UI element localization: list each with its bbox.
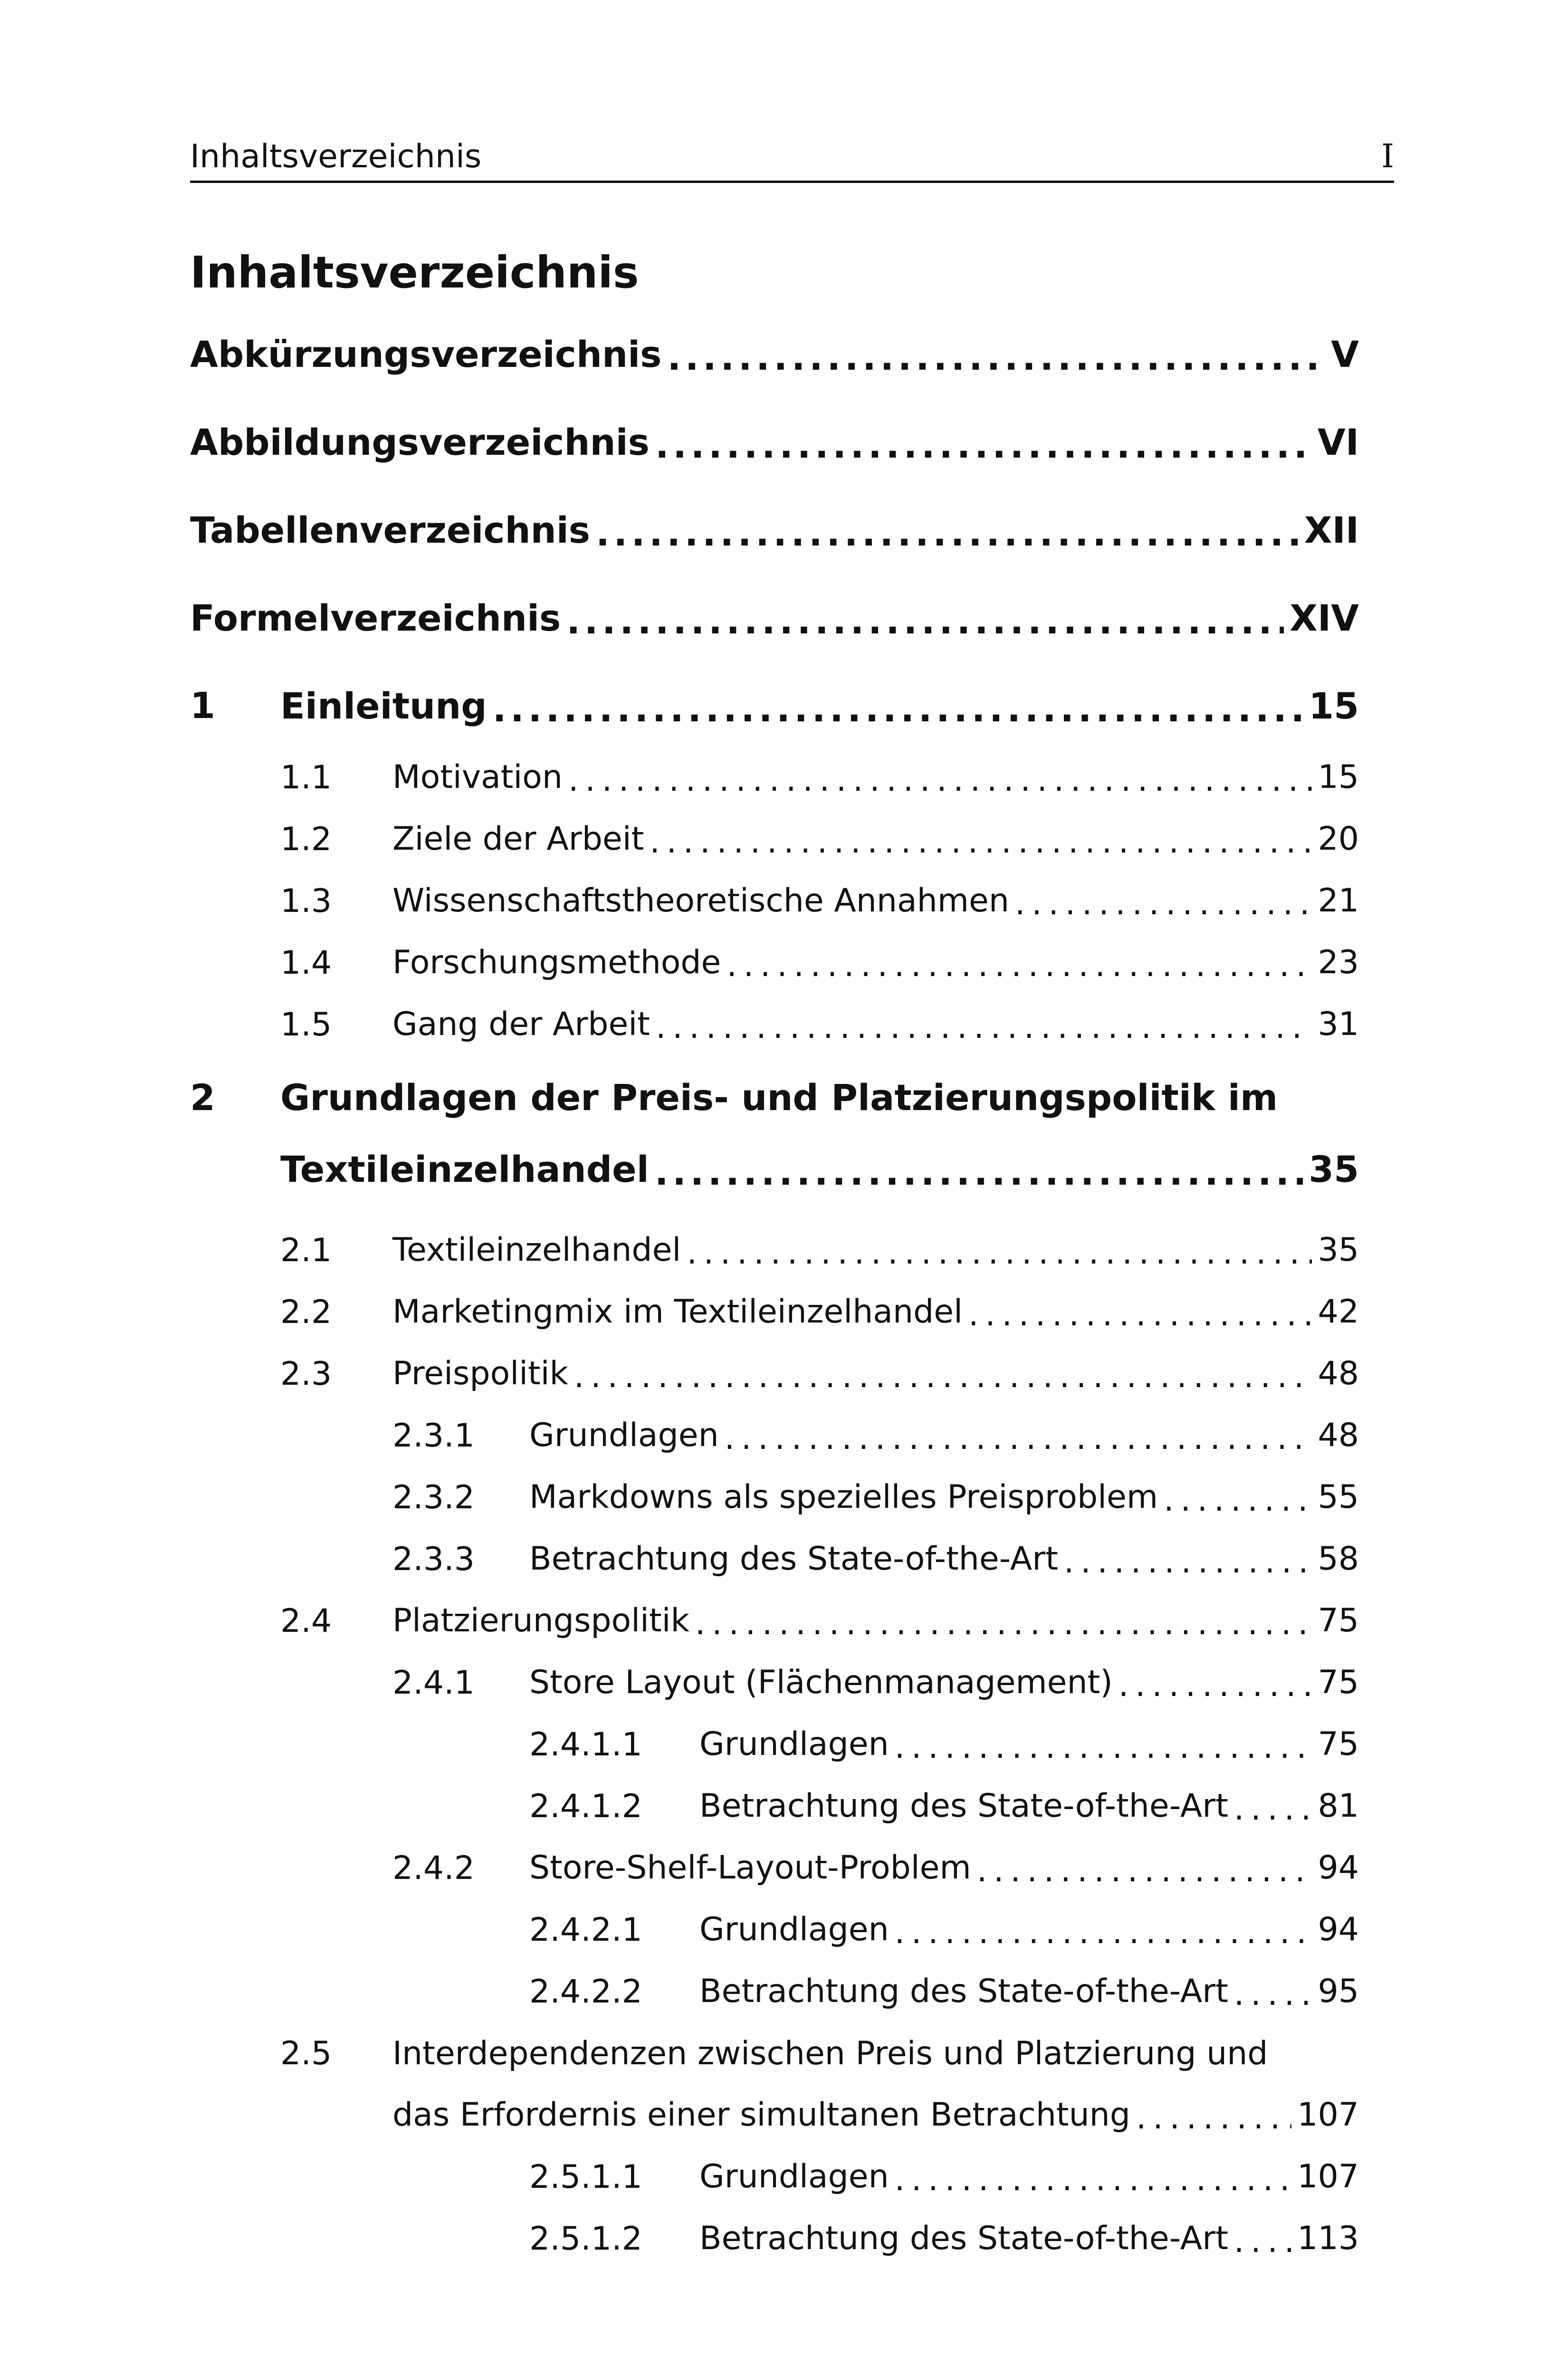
dot-leader [566,600,1284,642]
toc-entry-label: Abkürzungsverzeichnis [190,333,662,375]
toc-subsection[interactable] [529,1533,1359,1585]
section-number: 2.3 [280,1355,332,1393]
subsection-number: 2.3.1 [392,1417,475,1455]
toc-entry-page: 58 [1318,1540,1359,1578]
toc-chapter-einleitung[interactable] [280,680,1359,732]
toc-entry-page: 75 [1318,1601,1359,1639]
dot-leader [493,688,1303,730]
dot-leader [596,512,1299,554]
toc-entry-page: 75 [1318,1725,1359,1763]
toc-entry-label: Ziele der Arbeit [392,820,644,858]
toc-entry-label: Grundlagen [529,1416,719,1454]
toc-section[interactable] [392,998,1359,1050]
subsubsection-number: 2.4.2.1 [529,1911,642,1949]
toc-section[interactable] [392,813,1359,865]
toc-entry-page: 95 [1318,1972,1359,2010]
toc-entry-label: Textileinzelhandel [392,1231,681,1269]
subsection-number: 2.3.2 [392,1479,475,1516]
subsection-number: 2.3.3 [392,1541,475,1578]
toc-entry-label: Betrachtung des State-of-the-Art [529,1540,1058,1578]
toc-subsubsection[interactable] [699,1780,1359,1832]
toc-entry-label: Grundlagen [699,1910,889,1948]
toc-entry-page: 23 [1318,943,1359,981]
dot-leader [1234,1790,1312,1828]
toc-entry-label: Preispolitik [392,1354,568,1392]
toc-entry-page: 20 [1318,820,1359,858]
dot-leader [687,1234,1312,1272]
toc-entry-label: Wissenschaftstheoretische Annahmen [392,881,1009,920]
toc-entry-page: 15 [1318,758,1359,796]
toc-entry-label: Betrachtung des State-of-the-Art [699,2219,1228,2257]
section-number: 2.2 [280,1293,332,1331]
toc-entry-label: Textileinzelhandel [280,1148,649,1190]
toc-entry-abkuerzungsverzeichnis[interactable] [190,328,1359,380]
dot-leader [1119,1667,1312,1704]
toc-section[interactable] [392,2089,1359,2141]
toc-subsubsection[interactable] [699,2150,1359,2203]
toc-entry-page: 113 [1297,2219,1359,2257]
subsubsection-number: 2.5.1.2 [529,2220,642,2258]
subsubsection-number: 2.5.1.1 [529,2158,642,2196]
toc-subsection[interactable] [529,1471,1359,1523]
toc-section[interactable] [392,1594,1359,1647]
toc-entry-abbildungsverzeichnis[interactable] [190,416,1359,468]
toc-subsubsection[interactable] [699,2212,1359,2264]
toc-entry-label: Grundlagen [699,2157,889,2195]
toc-chapter-label-line1[interactable]: Grundlagen der Preis- und Platzierungspolitik im [280,1076,1278,1119]
subsection-number: 2.4.1 [392,1664,475,1702]
toc-entry-page: 48 [1318,1354,1359,1392]
toc-entry-page: 107 [1297,2157,1359,2195]
toc-entry-label: Marketingmix im Textileinzelhandel [392,1293,963,1331]
toc-subsection[interactable] [529,1841,1359,1894]
toc-entry-label: Forschungsmethode [392,943,721,981]
running-header-title: Inhaltsverzeichnis [190,138,482,175]
toc-subsubsection[interactable] [699,1965,1359,2017]
toc-entry-page: V [1331,333,1359,375]
toc-entry-page: 31 [1318,1005,1359,1043]
toc-entry-page: VI [1317,421,1359,463]
toc-entry-label: Platzierungspolitik [392,1601,689,1639]
section-number: 2.4 [280,1602,332,1640]
toc-entry-page: 81 [1318,1787,1359,1825]
toc-section[interactable] [392,1285,1359,1338]
dot-leader [895,1728,1312,1766]
chapter-number: 2 [190,1076,215,1119]
toc-entry-label: Motivation [392,758,563,796]
dot-leader [655,424,1312,466]
section-number: 1.2 [280,821,332,858]
toc-entry-label: Tabellenverzeichnis [190,508,590,551]
subsubsection-number: 2.4.1.1 [529,1726,642,1763]
toc-section[interactable] [392,936,1359,988]
toc-entry-label: Store-Shelf-Layout-Problem [529,1849,971,1887]
subsubsection-number: 2.4.1.2 [529,1788,642,1825]
toc-entry-label: das Erfordernis einer simultanen Betrachtung [392,2096,1130,2134]
toc-subsection[interactable] [529,1409,1359,1461]
toc-entry-label: Einleitung [280,684,487,727]
toc-chapter-grundlagen[interactable] [280,1143,1359,1195]
toc-entry-page: 15 [1309,684,1359,727]
subsubsection-number: 2.4.2.2 [529,1973,642,2011]
toc-entry-label: Store Layout (Flächenmanagement) [529,1663,1113,1701]
running-header [190,138,1394,183]
dot-leader [667,336,1325,378]
toc-entry-page: 75 [1318,1663,1359,1701]
dot-leader [968,1296,1312,1333]
toc-entry-label: Gang der Arbeit [392,1005,650,1043]
toc-entry-tabellenverzeichnis[interactable] [190,504,1359,556]
toc-section[interactable] [392,874,1359,927]
dot-leader [1164,1481,1312,1519]
chapter-number: 1 [190,684,215,727]
section-number: 2.1 [280,1232,332,1269]
dot-leader [725,1419,1312,1457]
dot-leader [895,1914,1312,1951]
toc-entry-page: 55 [1318,1478,1359,1516]
toc-section[interactable] [392,1347,1359,1399]
toc-entry-page: 35 [1309,1148,1359,1190]
dot-leader [977,1852,1312,1889]
dot-leader [656,1008,1312,1046]
dot-leader [1136,2099,1291,2136]
toc-entry-page: 48 [1318,1416,1359,1454]
dot-leader [650,823,1312,861]
toc-entry-label: Formelverzeichnis [190,596,561,639]
dot-leader [695,1605,1312,1642]
toc-section[interactable] [392,1224,1359,1276]
section-number: 1.1 [280,759,332,796]
toc-entry-formelverzeichnis[interactable] [190,592,1359,644]
dot-leader [1234,2223,1291,2260]
dot-leader [568,761,1312,799]
toc-subsubsection[interactable] [699,1903,1359,1955]
dot-leader [895,2161,1292,2198]
toc-entry-page: 107 [1297,2096,1359,2134]
toc-subsection[interactable] [529,1656,1359,1708]
toc-entry-page: 35 [1318,1231,1359,1269]
section-number: 1.3 [280,882,332,920]
toc-subsubsection[interactable] [699,1718,1359,1770]
toc-entry-page: 94 [1318,1849,1359,1887]
toc-entry-page: 21 [1318,881,1359,920]
toc-entry-label: Betrachtung des State-of-the-Art [699,1972,1228,2010]
toc-entry-label: Markdowns als spezielles Preisproblem [529,1478,1158,1516]
toc-entry-page: XII [1304,508,1359,551]
dot-leader [574,1358,1312,1395]
toc-section[interactable] [392,751,1359,803]
subsection-number: 2.4.2 [392,1849,475,1887]
dot-leader [1234,1975,1312,2013]
toc-entry-label: Abbildungsverzeichnis [190,421,650,463]
section-number: 1.4 [280,944,332,982]
toc-entry-page: XIV [1290,596,1359,639]
dot-leader [1064,1543,1312,1581]
toc-section-label-line1[interactable]: Interdependenzen zwischen Preis und Platzierung und [392,2035,1268,2072]
section-number: 2.5 [280,2035,332,2072]
running-header-page-number: I [1381,138,1394,175]
toc-entry-page: 94 [1318,1910,1359,1948]
toc-entry-label: Betrachtung des State-of-the-Art [699,1787,1228,1825]
page-title: Inhaltsverzeichnis [190,247,639,298]
toc-entry-label: Grundlagen [699,1725,889,1763]
dot-leader [727,947,1312,984]
dot-leader [655,1151,1303,1193]
section-number: 1.5 [280,1006,332,1044]
dot-leader [1015,885,1312,922]
toc-entry-page: 42 [1318,1293,1359,1331]
